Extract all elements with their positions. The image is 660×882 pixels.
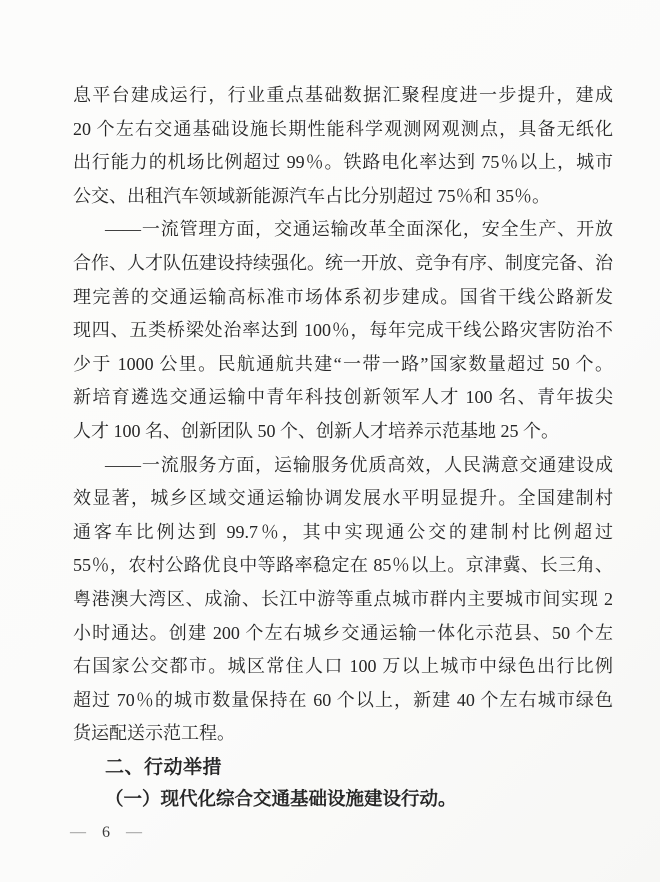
page-number: 6 xyxy=(102,824,112,841)
text-line: ——一流服务方面，运输服务优质高效，人民满意交通建设成 xyxy=(105,454,613,475)
text-line: 超过 70％的城市数量保持在 60 个以上，新建 40 个左右城市绿色 xyxy=(73,689,613,710)
text-line: 55％，农村公路优良中等路率稳定在 85％以上。京津冀、长三角、 xyxy=(73,555,613,576)
text-line: 粤港澳大湾区、成渝、长江中游等重点城市群内主要城市间实现 2 xyxy=(73,588,613,609)
footer-right-dash: — xyxy=(126,825,144,840)
text-line: 通客车比例达到 99.7％，其中实现通公交的建制村比例超过 xyxy=(73,521,613,542)
text-line: ——一流管理方面，交通运输改革全面深化，安全生产、开放 xyxy=(105,219,613,240)
text-line: 出行能力的机场比例超过 99％。铁路电化率达到 75％以上，城市 xyxy=(73,152,613,173)
text-line: 公交、出租汽车领域新能源汽车占比分别超过 75％和 35％。 xyxy=(73,185,550,206)
heading-line: 二、行动举措 xyxy=(105,756,223,778)
text-line: 现四、五类桥梁处治率达到 100％，每年完成干线公路灾害防治不 xyxy=(73,320,613,341)
text-line: 右国家公交都市。城区常住人口 100 万以上城市中绿色出行比例 xyxy=(73,656,613,677)
text-line: 20 个左右交通基础设施长期性能科学观测网观测点，具备无纸化 xyxy=(73,118,613,139)
text-line: 小时通达。创建 200 个左右城乡交通运输一体化示范县、50 个左 xyxy=(73,622,613,643)
text-line: 货运配送示范工程。 xyxy=(73,723,235,744)
footer-left-dash: — xyxy=(70,825,88,840)
text-block xyxy=(73,79,613,818)
text-line: 新培育遴选交通运输中青年科技创新领军人才 100 名、青年拔尖 xyxy=(73,387,613,408)
text-line: 合作、人才队伍建设持续强化。统一开放、竞争有序、制度完备、治 xyxy=(73,252,613,273)
text-line: 人才 100 名、创新团队 50 个、创新人才培养示范基地 25 个。 xyxy=(73,420,559,441)
subheading-line: （一）现代化综合交通基础设施建设行动。 xyxy=(105,790,457,811)
text-line: 效显著，城乡区域交通运输协调发展水平明显提升。全国建制村 xyxy=(73,488,613,509)
text-line: 少于 1000 公里。民航通航共建“一带一路”国家数量超过 50 个。 xyxy=(73,353,613,374)
text-line: 息平台建成运行，行业重点基础数据汇聚程度进一步提升，建成 xyxy=(73,85,613,105)
page-footer xyxy=(70,824,144,842)
text-line: 理完善的交通运输高标准市场体系初步建成。国省干线公路新发 xyxy=(73,286,613,307)
